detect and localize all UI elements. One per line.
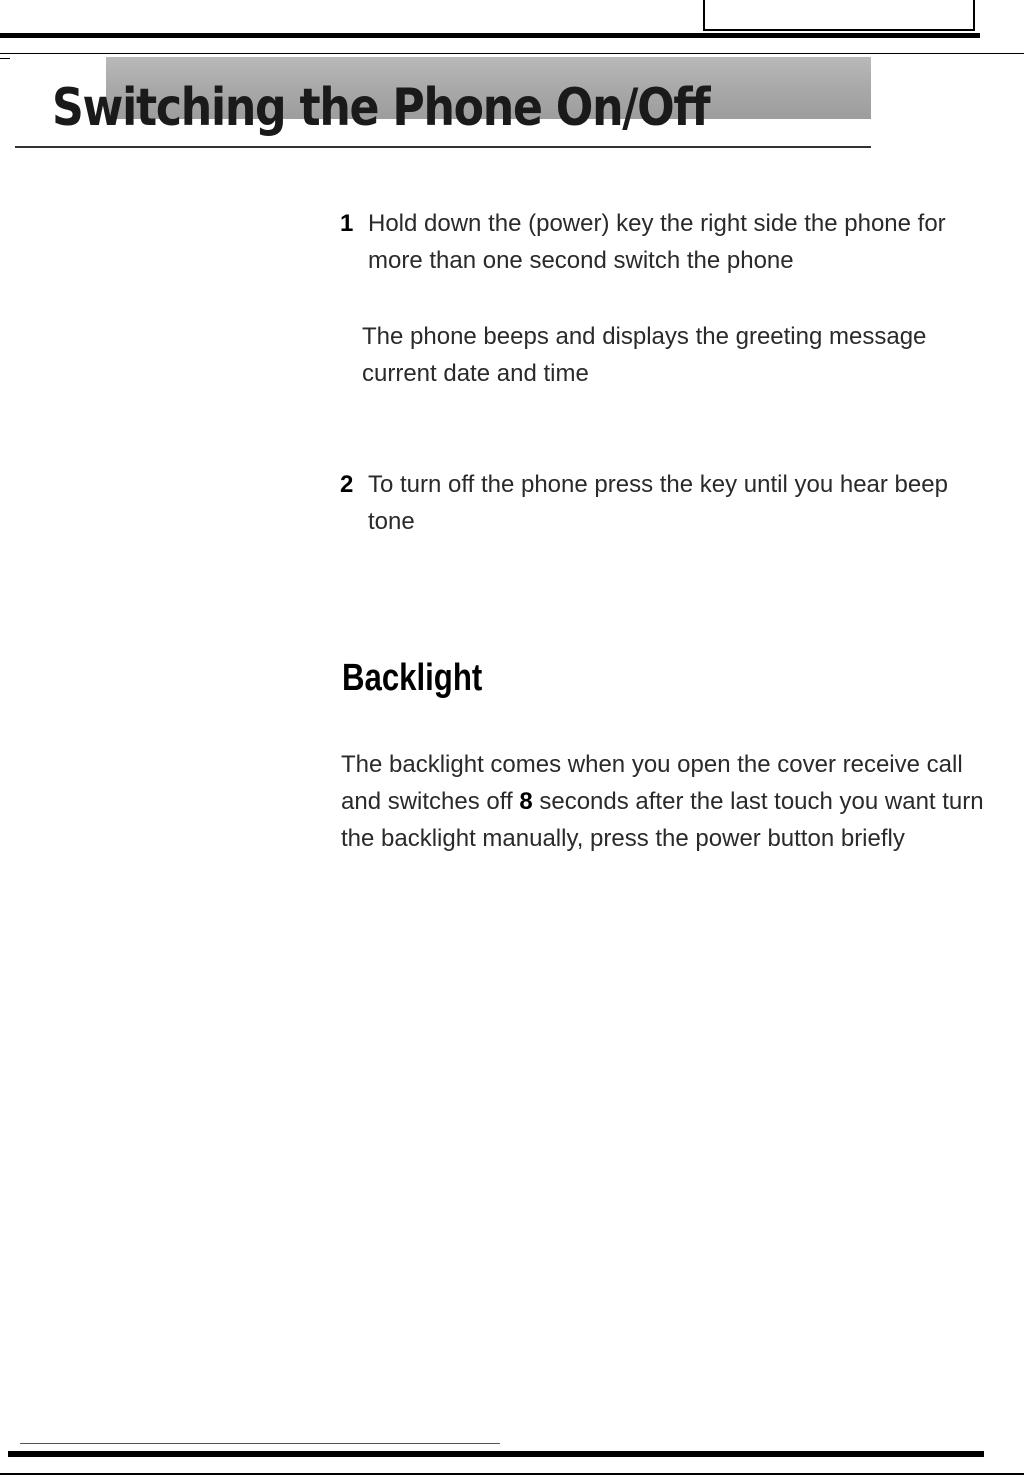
backlight-seconds: 8 [519,788,533,815]
title-rule [15,146,871,148]
bottom-rule [8,1451,984,1457]
bottom-rule-2 [0,1473,1024,1475]
bottom-thin-rule [20,1443,500,1444]
step-number: 2 [340,471,354,498]
page-title: Switching the Phone On/Off [52,78,710,138]
step-text: To turn off the phone press the key until you hear beep tone [368,471,948,535]
top-thin-rule [0,53,1024,54]
step-number: 1 [340,210,354,237]
backlight-text-before: The backlight comes when you open the cover receive call and switches off [341,751,963,815]
backlight-paragraph [341,746,991,857]
section-heading-backlight: Backlight [342,657,483,699]
step-note: The phone beeps and displays the greeting message current date and time [362,323,927,387]
step-text: Hold down the (power) key the right side the phone for more than one second switch the phone [368,210,946,274]
step-2 [340,466,990,540]
backlight-text-after: seconds after the last touch you want turn the backlight manually, press the power button briefly [341,788,984,852]
top-dash [0,58,10,59]
step-1 [340,205,990,279]
top-rule [0,33,980,38]
header-box [703,0,975,31]
